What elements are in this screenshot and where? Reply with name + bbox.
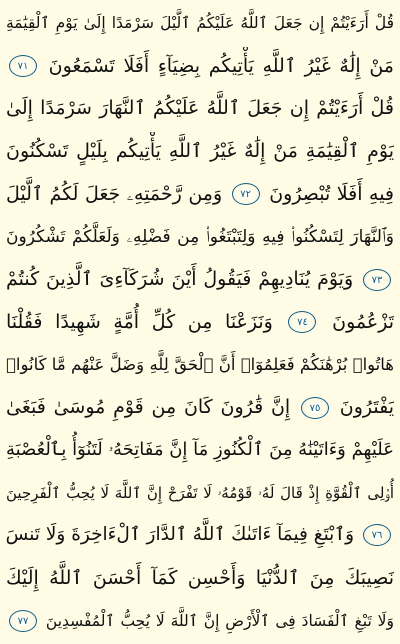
ayah-number-marker: ٧٣ xyxy=(363,269,391,291)
text-line-8 xyxy=(6,303,394,341)
text-line-9 xyxy=(6,346,394,384)
text-line-12 xyxy=(6,474,394,512)
page-text-block xyxy=(6,4,394,640)
ayah-number-marker: ٧٦ xyxy=(363,524,391,546)
verse-text: فِيهِ أَفَلَا تُبْصِرُونَ xyxy=(269,182,394,205)
ayah-number-marker: ٧١ xyxy=(9,55,37,77)
verse-text: أُو۟لِى ٱلْقُوَّةِ إِذْ قَالَ لَهُۥ قَوْمُهُۥ لَا تَفْرَحْ إِنَّ ٱللَّهَ لَا يُحِبُّ ٱلْفَرِحِينَ xyxy=(6,483,394,502)
verse-text: وَمِن رَّحْمَتِهِۦ جَعَلَ لَكُمُ ٱلَّيْلَ xyxy=(6,182,223,205)
text-line-7 xyxy=(6,260,394,298)
text-line-4 xyxy=(6,132,394,170)
ayah-number-marker: ٧٥ xyxy=(301,397,329,419)
verse-text: وَٱلنَّهَارَ لِتَسْكُنُوا۟ فِيهِ وَلِتَبْتَغُوا۟ مِن فَضْلِهِۦ وَلَعَلَّكُمْ تَشْكُرُونَ xyxy=(6,226,394,247)
verse-text: مَنْ إِلَٰهٌ غَيْرُ ٱللَّهِ يَأْتِيكُم بِضِيَآءٍ أَفَلَا تَسْمَعُونَ xyxy=(48,54,394,77)
verse-text: عَلَيْهِمْ وَءَاتَيْنَٰهُ مِنَ ٱلْكُنُوزِ مَآ إِنَّ مَفَاتِحَهُۥ لَتَنُوٓأُ بِٱلْعُصْبَةِ xyxy=(6,439,394,461)
text-line-15 xyxy=(6,602,394,640)
ayah-number-marker: ٧٤ xyxy=(288,311,316,333)
verse-text: وَيَوْمَ يُنَادِيهِمْ فَيَقُولُ أَيْنَ شُرَكَآءِىَ ٱلَّذِينَ كُنتُمْ xyxy=(6,268,354,291)
text-line-10 xyxy=(6,388,394,426)
verse-text: قُلْ أَرَءَيْتُمْ إِن جَعَلَ ٱللَّهُ عَلَيْكُمُ ٱلَّيْلَ سَرْمَدًا إِلَىٰ يَوْمِ ٱلْقِيَٰمَةِ xyxy=(6,14,394,32)
verse-text: وَٱبْتَغِ فِيمَآ ءَاتَىٰكَ ٱللَّهُ ٱلدَّارَ ٱلْءَاخِرَةَ وَلَا تَنسَ xyxy=(6,524,355,546)
verse-text: هَاتُوا۟ بُرْهَٰنَكُمْ فَعَلِمُوٓا۟ أَنَّ ٱلْحَقَّ لِلَّهِ وَضَلَّ عَنْهُم مَّا كَانُوا۟ xyxy=(6,354,394,374)
text-line-13 xyxy=(6,516,394,554)
text-line-6 xyxy=(6,218,394,256)
verse-text: قُلْ أَرَءَيْتُمْ إِن جَعَلَ ٱللَّهُ عَلَيْكُمُ ٱلنَّهَارَ سَرْمَدًا إِلَىٰ xyxy=(6,97,394,120)
ayah-number-marker: ٧٢ xyxy=(232,183,260,205)
text-line-2 xyxy=(6,47,394,85)
text-line-3 xyxy=(6,89,394,127)
text-line-14 xyxy=(6,559,394,597)
verse-text: يَفْتَرُونَ xyxy=(339,396,394,419)
text-line-1 xyxy=(6,4,394,42)
verse-text: نَصِيبَكَ مِنَ ٱلدُّنْيَا وَأَحْسِن كَمَآ أَحْسَنَ ٱللَّهُ إِلَيْكَ xyxy=(6,567,394,590)
verse-text: إِنَّ قَٰرُونَ كَانَ مِن قَوْمِ مُوسَىٰ فَبَغَىٰ xyxy=(6,396,291,419)
verse-text: وَنَزَعْنَا مِن كُلِّ أُمَّةٍ شَهِيدًا فَقُلْنَا xyxy=(6,310,273,333)
verse-text: وَلَا تَبْغِ ٱلْفَسَادَ فِى ٱلْأَرْضِ إِنَّ ٱللَّهَ لَا يُحِبُّ ٱلْمُفْسِدِينَ xyxy=(45,611,394,630)
verse-text: يَوْمِ ٱلْقِيَٰمَةِ مَنْ إِلَٰهٌ غَيْرُ ٱللَّهِ يَأْتِيكُم بِلَيْلٍ تَسْكُنُونَ xyxy=(6,140,394,163)
text-line-11 xyxy=(6,431,394,469)
text-line-5 xyxy=(6,175,394,213)
verse-text: تَزْعُمُونَ xyxy=(332,310,394,333)
ayah-number-marker: ٧٧ xyxy=(9,610,37,632)
